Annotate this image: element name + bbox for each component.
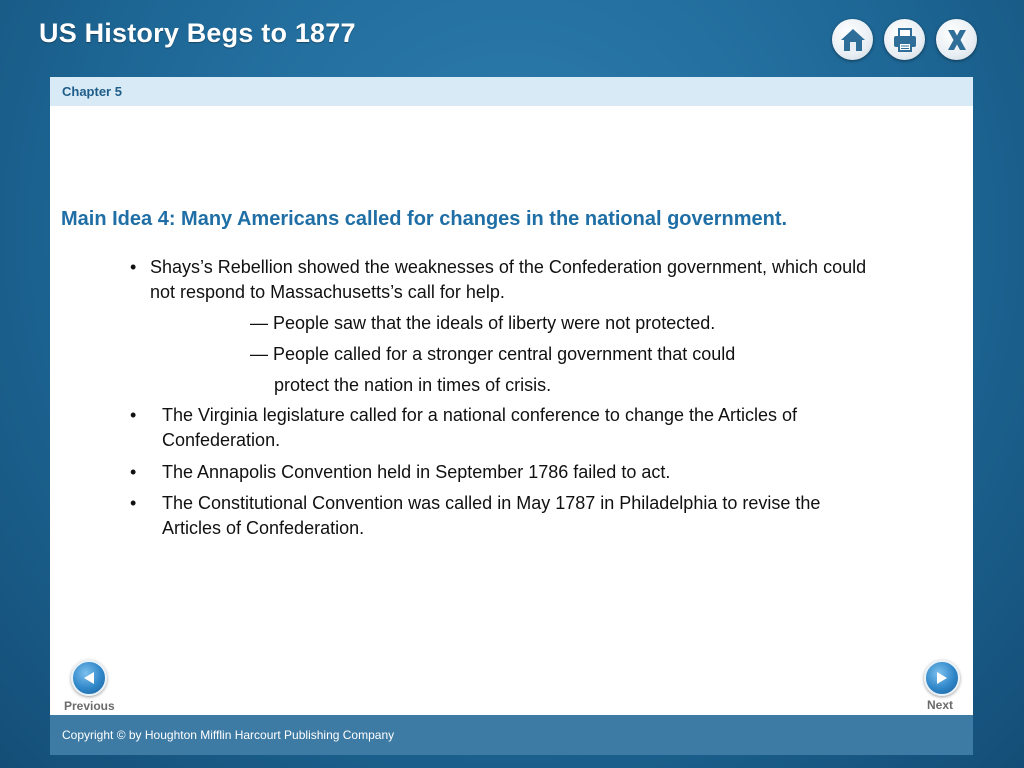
sub-text: — People called for a stronger central government that could [250,344,736,364]
list-item [130,491,821,541]
main-idea-heading: Main Idea 4: Many Americans called for changes in the national government. [61,208,788,230]
home-button[interactable] [832,19,873,60]
chapter-bar [50,77,973,106]
arrow-left-icon [81,670,97,686]
toolbar [832,19,977,60]
sub-item [250,342,735,398]
content-panel [50,77,973,715]
bullet-text: The Constitutional Convention was called in May 1787 in Philadelphia to revise the [162,493,821,513]
arrow-right-icon [934,670,950,686]
app-title: US History Begs to 1877 [39,18,356,48]
next-label[interactable]: Next [927,698,954,712]
bullet-text: Shays’s Rebellion showed the weaknesses of the Confederation government, which could [150,257,867,277]
home-icon [839,26,867,54]
next-button[interactable] [924,660,960,696]
bullet-text: Articles of Confederation. [162,518,365,538]
bullet-symbol: • [130,462,137,482]
list-item [130,403,798,453]
copyright-text: Copyright © by Houghton Mifflin Harcourt Publishing Company [62,728,395,742]
close-button[interactable] [936,19,977,60]
sub-item: — People saw that the ideals of liberty were not protected. [250,313,716,333]
bullet-symbol: • [130,405,137,425]
footer-bar [50,715,973,755]
bullet-text: The Virginia legislature called for a national conference to change the Articles of [162,405,798,425]
bullet-text: Confederation. [162,430,281,450]
bullet-symbol: • [130,257,137,277]
print-button[interactable] [884,19,925,60]
previous-button[interactable] [71,660,107,696]
printer-icon [891,26,919,54]
bullet-symbol: • [130,493,137,513]
close-icon [943,26,971,54]
previous-label[interactable]: Previous [64,699,115,713]
bullet-text: The Annapolis Convention held in September 1786 failed to act. [162,462,671,482]
list-item [130,255,867,305]
chapter-label: Chapter 5 [62,84,122,99]
list-item [130,460,671,485]
sub-text: protect the nation in times of crisis. [274,375,552,395]
bullet-text: not respond to Massachusetts’s call for help. [150,282,505,302]
